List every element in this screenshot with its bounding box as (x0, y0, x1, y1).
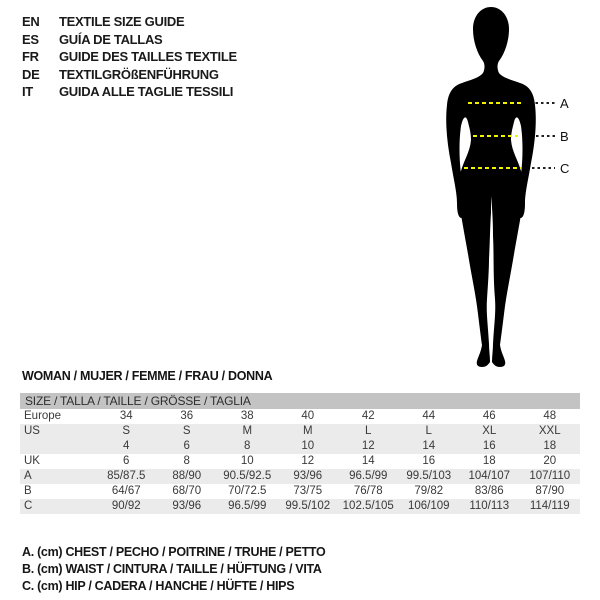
size-table-row (20, 454, 580, 469)
row-label (20, 439, 96, 454)
size-table-row (20, 469, 580, 484)
size-cell: 8 (244, 440, 251, 452)
size-cell: 99.5/102 (285, 500, 331, 512)
row-label: US (24, 425, 40, 437)
size-table-body (20, 409, 580, 514)
size-cell: 96.5/99 (349, 470, 388, 482)
size-cell: 114/119 (529, 500, 570, 512)
size-table-row (20, 409, 580, 424)
hip-label: C (560, 161, 570, 176)
row-label: C (24, 500, 33, 512)
woman-silhouette (446, 7, 536, 367)
size-cell: 16 (422, 455, 436, 467)
size-cell: 104/107 (468, 470, 511, 482)
size-cell: 76/78 (353, 485, 383, 497)
language-code: DE (22, 66, 40, 82)
language-row-it (22, 83, 237, 101)
size-table-row (20, 499, 580, 514)
row-label: UK (24, 455, 40, 467)
measurement-legend (22, 544, 325, 595)
size-cell: 38 (240, 410, 254, 422)
size-cell: 73/75 (293, 485, 323, 497)
size-cell: 16 (482, 440, 496, 452)
size-table-header: SIZE / TALLA / TAILLE / GRÖSSE / TAGLIA (20, 393, 580, 409)
size-cell: 48 (543, 410, 557, 422)
size-cell: 79/82 (414, 485, 444, 497)
size-cell: 14 (422, 440, 436, 452)
size-cell: M (242, 425, 253, 437)
size-cell: 34 (119, 410, 133, 422)
row-label: B (24, 485, 32, 497)
woman-figure (410, 0, 600, 380)
size-cell: 90/92 (111, 500, 141, 512)
size-cell: 106/109 (407, 500, 450, 512)
size-cell: M (302, 425, 313, 437)
guide-title: GUIDA ALLE TAGLIE TESSILI (59, 84, 234, 99)
size-cell: 18 (482, 455, 496, 467)
language-row-es (22, 31, 237, 49)
size-cell: 87/90 (535, 485, 565, 497)
size-cell: 20 (543, 455, 557, 467)
size-cell: 83/86 (474, 485, 504, 497)
row-label: A (24, 470, 32, 482)
row-label: Europe (24, 410, 62, 422)
size-cell: L (365, 425, 372, 437)
size-cell: 93/96 (172, 500, 202, 512)
size-table (20, 393, 580, 514)
size-cell: 10 (301, 440, 315, 452)
waist-label: B (560, 129, 569, 144)
size-cell: 44 (422, 410, 436, 422)
language-row-de (22, 66, 237, 84)
size-cell: 8 (183, 455, 190, 467)
size-cell: 36 (180, 410, 194, 422)
size-cell: 96.5/99 (228, 500, 267, 512)
size-cell: 18 (543, 440, 557, 452)
guide-title: TEXTILGRÖßENFÜHRUNG (59, 66, 219, 82)
size-cell: 6 (123, 455, 130, 467)
size-cell: 12 (361, 440, 375, 452)
size-cell: S (122, 425, 131, 437)
size-cell: 99.5/103 (406, 470, 452, 482)
guide-title: GUÍA DE TALLAS (59, 31, 163, 47)
section-title: WOMAN / MUJER / FEMME / FRAU / DONNA (22, 369, 273, 383)
size-cell: 6 (183, 440, 190, 452)
guide-title: GUIDE DES TAILLES TEXTILE (59, 49, 237, 64)
size-cell: 68/70 (172, 485, 202, 497)
legend-chest: A. (cm) CHEST / PECHO / POITRINE / TRUHE / PETTO (22, 545, 326, 559)
size-cell: 90.5/92.5 (223, 470, 272, 482)
size-cell: 110/113 (469, 500, 510, 512)
size-cell: XL (482, 425, 497, 437)
size-cell: 64/67 (111, 485, 141, 497)
size-cell: 102.5/105 (342, 500, 394, 512)
size-cell: XXL (538, 425, 561, 437)
size-cell: 70/72.5 (228, 485, 267, 497)
language-code: EN (22, 14, 40, 29)
size-cell: 40 (301, 410, 315, 422)
size-cell: 10 (240, 455, 254, 467)
size-cell: 4 (123, 440, 130, 452)
size-cell: 46 (482, 410, 496, 422)
size-table-row (20, 439, 580, 454)
legend-hip: C. (cm) HIP / CADERA / HANCHE / HÜFTE / HIPS (22, 579, 295, 593)
size-cell: 12 (301, 455, 315, 467)
size-cell: 14 (361, 455, 375, 467)
size-table-row (20, 424, 580, 439)
size-cell: 107/110 (529, 470, 571, 482)
size-cell: L (425, 425, 432, 437)
size-cell: 93/96 (293, 470, 323, 482)
language-title-list (22, 13, 237, 101)
guide-title: TEXTILE SIZE GUIDE (59, 14, 185, 29)
size-cell: 42 (361, 410, 375, 422)
size-cell: 88/90 (172, 470, 202, 482)
size-cell: 85/87.5 (107, 470, 146, 482)
language-code: FR (22, 49, 39, 64)
size-table-row (20, 484, 580, 499)
language-row-en (22, 13, 237, 31)
size-cell: S (182, 425, 191, 437)
legend-waist: B. (cm) WAIST / CINTURA / TAILLE / HÜFTUNG / VITA (22, 562, 322, 576)
language-code: IT (22, 84, 33, 99)
language-row-fr (22, 48, 237, 66)
chest-label: A (560, 96, 569, 111)
language-code: ES (22, 31, 39, 47)
